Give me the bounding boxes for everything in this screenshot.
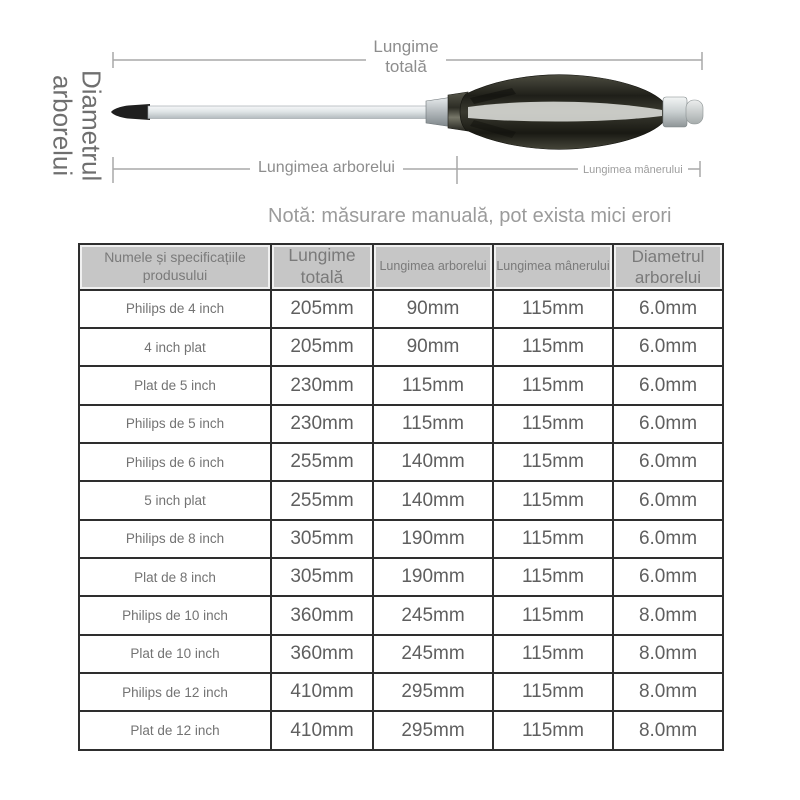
header-product-name: Numele și specificațiile produsului [79,244,271,290]
shaft-length-cell: 115mm [373,405,493,443]
shaft-length-cell: 245mm [373,635,493,673]
handle-length-cell: 115mm [493,673,613,711]
shaft-diameter-cell: 8.0mm [613,635,723,673]
total-length-cell: 305mm [271,558,373,596]
product-name-cell: Plat de 10 inch [79,635,271,673]
shaft-diameter-cell: 8.0mm [613,596,723,634]
product-name-cell: Philips de 5 inch [79,405,271,443]
shaft-diameter-cell: 6.0mm [613,481,723,519]
header-total-length: Lungime totală [271,244,373,290]
product-name-cell: 4 inch plat [79,328,271,366]
product-name-cell: Philips de 6 inch [79,443,271,481]
shaft-length-cell: 140mm [373,481,493,519]
total-length-cell: 410mm [271,711,373,749]
handle-length-cell: 115mm [493,405,613,443]
total-length-cell: 305mm [271,520,373,558]
product-name-cell: Plat de 5 inch [79,366,271,404]
shaft-diameter-cell: 8.0mm [613,711,723,749]
screwdriver-end-cap [663,97,687,127]
table-row [79,635,723,673]
screwdriver-illustration [0,0,800,240]
header-shaft-length: Lungimea arborelui [373,244,493,290]
total-length-label: Lungime totală [366,37,446,76]
total-length-cell: 360mm [271,635,373,673]
product-name-cell: 5 inch plat [79,481,271,519]
shaft-length-cell: 295mm [373,673,493,711]
table-row [79,328,723,366]
shaft-length-cell: 140mm [373,443,493,481]
shaft-length-cell: 295mm [373,711,493,749]
total-length-cell: 205mm [271,328,373,366]
shaft-length-cell: 90mm [373,328,493,366]
handle-length-cell: 115mm [493,443,613,481]
handle-length-cell: 115mm [493,366,613,404]
table-row [79,673,723,711]
table-row [79,290,723,328]
shaft-diameter-cell: 6.0mm [613,328,723,366]
table-row [79,366,723,404]
table-row [79,443,723,481]
total-length-cell: 360mm [271,596,373,634]
total-length-cell: 230mm [271,366,373,404]
shaft-diameter-cell: 6.0mm [613,520,723,558]
screwdriver-end-knob [686,100,703,124]
handle-length-cell: 115mm [493,711,613,749]
product-name-cell: Philips de 8 inch [79,520,271,558]
table-row [79,520,723,558]
screwdriver-bolster [426,98,450,127]
screwdriver-dimension-diagram [0,0,800,240]
shaft-length-cell: 190mm [373,558,493,596]
shaft-diameter-cell: 6.0mm [613,558,723,596]
product-name-cell: Philips de 10 inch [79,596,271,634]
header-shaft-diameter: Diametrul arborelui [613,244,723,290]
shaft-diameter-cell: 6.0mm [613,405,723,443]
product-name-cell: Philips de 12 inch [79,673,271,711]
header-row [79,244,723,290]
total-length-cell: 255mm [271,481,373,519]
total-length-cell: 410mm [271,673,373,711]
screwdriver-tip [111,104,150,120]
handle-length-cell: 115mm [493,328,613,366]
shaft-diameter-label: Diametrul arborelui [48,69,107,182]
table-row [79,481,723,519]
total-length-cell: 205mm [271,290,373,328]
table-row [79,711,723,749]
shaft-diameter-cell: 6.0mm [613,443,723,481]
total-length-cell: 255mm [271,443,373,481]
shaft-diameter-cell: 6.0mm [613,290,723,328]
total-length-cell: 230mm [271,405,373,443]
measurement-note: Notă: măsurare manuală, pot exista mici erori [268,205,672,227]
shaft-diameter-cell: 6.0mm [613,366,723,404]
table-row [79,596,723,634]
product-name-cell: Philips de 4 inch [79,290,271,328]
handle-length-cell: 115mm [493,290,613,328]
shaft-length-cell: 90mm [373,290,493,328]
handle-length-cell: 115mm [493,481,613,519]
product-name-cell: Plat de 12 inch [79,711,271,749]
table-row [79,405,723,443]
spec-table [78,243,724,751]
product-name-cell: Plat de 8 inch [79,558,271,596]
handle-length-cell: 115mm [493,558,613,596]
shaft-length-label: Lungimea arborelui [250,159,403,177]
shaft-length-cell: 115mm [373,366,493,404]
shaft-length-cell: 245mm [373,596,493,634]
screwdriver-shaft [148,106,448,119]
handle-length-cell: 115mm [493,596,613,634]
shaft-length-cell: 190mm [373,520,493,558]
table-row [79,558,723,596]
shaft-diameter-cell: 8.0mm [613,673,723,711]
handle-length-label: Lungimea mânerului [578,164,688,177]
handle-length-cell: 115mm [493,635,613,673]
handle-length-cell: 115mm [493,520,613,558]
header-handle-length: Lungimea mânerului [493,244,613,290]
